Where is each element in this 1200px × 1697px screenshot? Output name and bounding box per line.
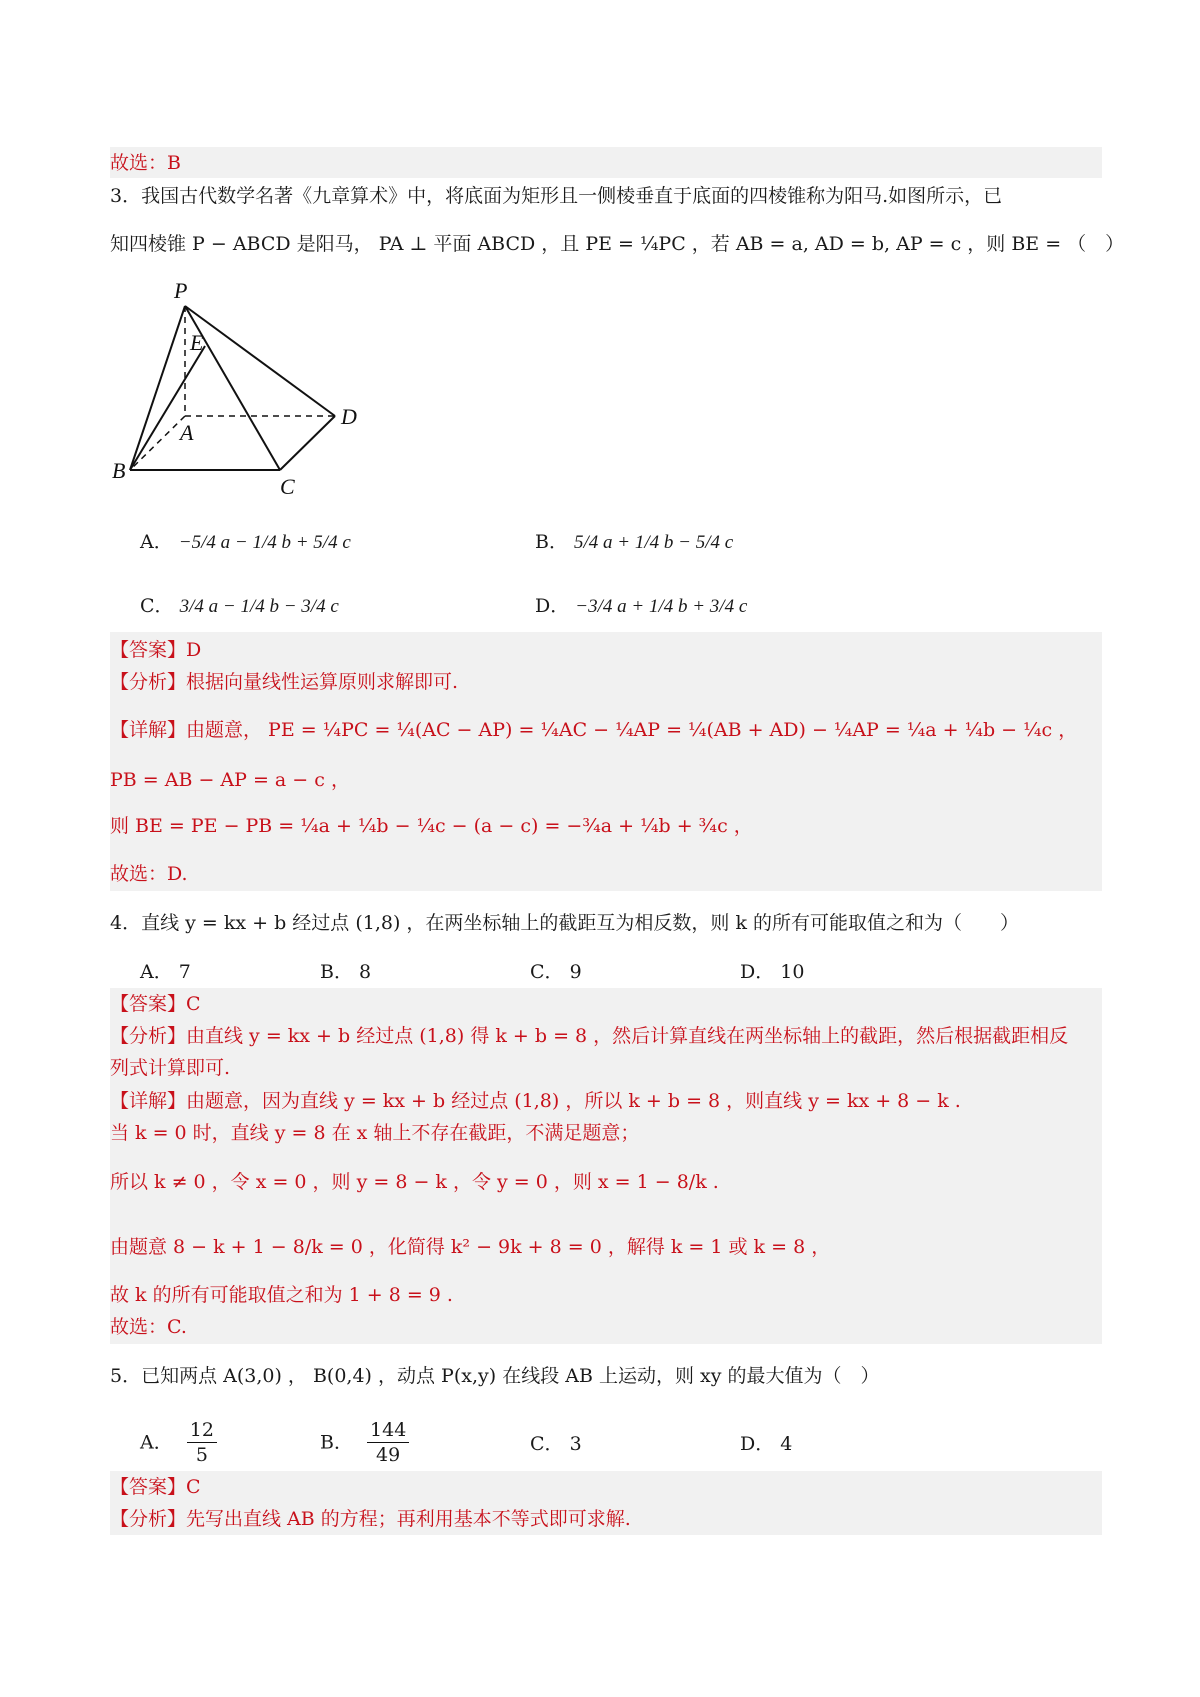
q4-detail-3: 所以 k ≠ 0 ，令 x = 0 ，则 y = 8 − k ，令 y = 0 ，则 x = 1 − 8/k . xyxy=(110,1171,719,1193)
q4-answer: 【答案】C xyxy=(110,993,201,1015)
q5-a-num: 12 xyxy=(187,1418,217,1443)
q3-answer: 【答案】D xyxy=(110,639,202,661)
q5-stem: 5．已知两点 A(3,0) ， B(0,4) ，动点 P(x,y) 在线段 AB 上运动，则 xy 的最大值为（ ） xyxy=(110,1365,880,1387)
q4-detail-2: 当 k = 0 时，直线 y = 8 在 x 轴上不存在截距，不满足题意； xyxy=(110,1122,640,1144)
q5-b-num: 144 xyxy=(367,1418,409,1443)
q5-option-c[interactable]: C． 3 xyxy=(530,1433,582,1455)
q4-detail-4: 由题意 8 − k + 1 − 8/k = 0 ，化简得 k² − 9k + 8 = 0 ，解得 k = 1 或 k = 8 ， xyxy=(110,1236,831,1258)
q4-detail-5: 故 k 的所有可能取值之和为 1 + 8 = 9 . xyxy=(110,1284,453,1306)
q3-option-d[interactable]: D． −3/4 a + 1/4 b + 3/4 c xyxy=(535,595,748,617)
q3-option-a[interactable]: A． −5/4 a − 1/4 b + 5/4 c xyxy=(140,531,351,553)
q3-option-c[interactable]: C． 3/4 a − 1/4 b − 3/4 c xyxy=(140,595,339,617)
q5-option-b[interactable]: B． $\frac{144}{49}$ xyxy=(320,1418,409,1467)
q5-option-d[interactable]: D． 4 xyxy=(740,1433,793,1455)
q4-option-d[interactable]: D． 10 xyxy=(740,961,805,983)
q3-stem-line2: 知四棱锥 P − ABCD 是阳马， PA ⊥ 平面 ABCD ，且 PE = ¼PC ，若 AB = a, AD = b, AP = c ，则 BE = （ ） xyxy=(110,233,1125,255)
q4-choose: 故选：C. xyxy=(110,1316,187,1338)
label-A: A xyxy=(180,420,194,445)
q4-option-b[interactable]: B． 8 xyxy=(320,961,372,983)
q5-option-a[interactable]: A． $\frac{12}{5}$ xyxy=(140,1418,217,1467)
q4-detail-1: 【详解】由题意，因为直线 y = kx + b 经过点 (1,8) ，所以 k + b = 8 ，则直线 y = kx + 8 − k . xyxy=(110,1090,961,1112)
q5-b-den: 49 xyxy=(376,1444,401,1466)
q3-detail-3: 则 BE = PE − PB = ¼a + ¼b − ¼c − (a − c) = −¾a + ¼b + ¾c ， xyxy=(110,815,753,837)
q5-answer: 【答案】C xyxy=(110,1476,201,1498)
label-E: E xyxy=(190,330,204,355)
q3-stem-line1: 3．我国古代数学名著《九章算术》中，将底面为矩形且一侧棱垂直于底面的四棱锥称为阳马.如图所示，已 xyxy=(110,185,1003,207)
q4-analysis-1: 【分析】由直线 y = kx + b 经过点 (1,8) 得 k + b = 8 ，然后计算直线在两坐标轴上的截距，然后根据截距相反 xyxy=(110,1025,1069,1047)
q4-analysis-2: 列式计算即可. xyxy=(110,1057,231,1079)
choose-q2: 故选：B xyxy=(110,152,181,174)
q3-option-b[interactable]: B． 5/4 a + 1/4 b − 5/4 c xyxy=(535,531,734,553)
label-D: D xyxy=(341,404,357,429)
answer-block-q2 xyxy=(110,147,1102,178)
q3-analysis: 【分析】根据向量线性运算原则求解即可. xyxy=(110,671,459,693)
q3-choose: 故选：D. xyxy=(110,863,188,885)
q5-analysis: 【分析】先写出直线 AB 的方程；再利用基本不等式即可求解. xyxy=(110,1508,631,1530)
q4-stem: 4．直线 y = kx + b 经过点 (1,8) ，在两坐标轴上的截距互为相反数，则 k 的所有可能取值之和为（ ） xyxy=(110,912,1020,934)
label-C: C xyxy=(280,474,295,499)
label-B: B xyxy=(112,458,126,483)
q3-detail-2: PB = AB − AP = a − c ， xyxy=(110,769,350,791)
q4-option-a[interactable]: A． 7 xyxy=(140,961,191,983)
label-P: P xyxy=(174,280,188,303)
pyramid-figure xyxy=(110,280,380,500)
q5-a-den: 5 xyxy=(195,1444,208,1466)
q3-detail-1: 【详解】由题意， PE = ¼PC = ¼(AC − AP) = ¼AC − ¼AP = ¼(AB + AD) − ¼AP = ¼a + ¼b − ¼c ， xyxy=(110,719,1078,741)
q4-option-c[interactable]: C． 9 xyxy=(530,961,582,983)
